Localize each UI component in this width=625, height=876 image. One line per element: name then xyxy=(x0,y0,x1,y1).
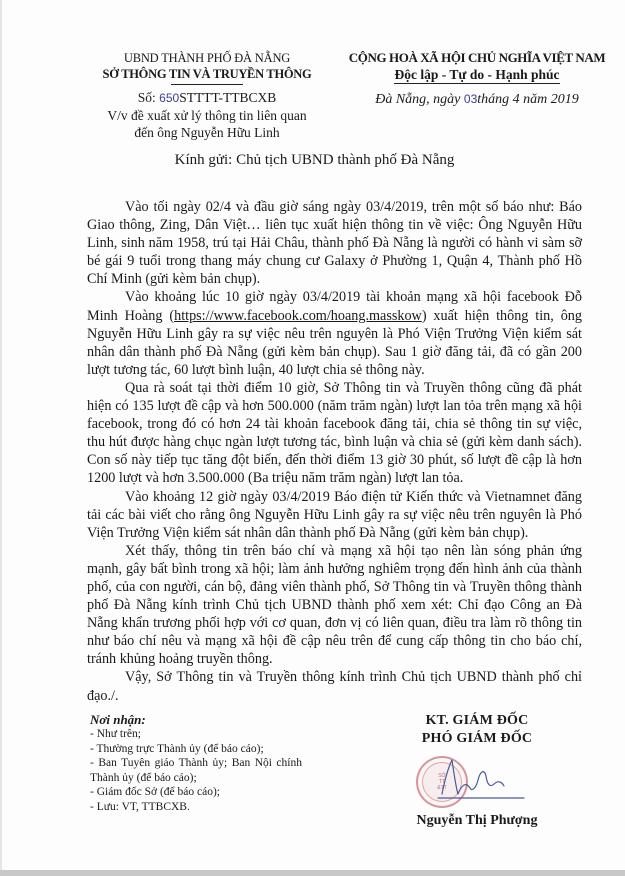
distribution-item: - Giám đốc Sở (để báo cáo); xyxy=(90,786,220,799)
header-divider xyxy=(171,84,243,85)
document-number-value: 650 xyxy=(159,91,180,105)
signer-authority: KT. GIÁM ĐỐC xyxy=(425,713,529,728)
body-paragraph-3: Qua rà soát tại thời điểm 10 giờ, Sở Thông tin và Truyền thông cũng đã phát hiện có 135 lượt đề cập và hơn 500.000 (năm trăm ngàn) lượt lan tỏa trên mạng xã hội facebook, trong đó có hơn 24 tài khoản facebook đăng tải, chia sẻ thông tin sự việc, thu hút được hàng chục ngàn lượt tương tác, bình luận và chia sẻ (gửi kèm danh sách). Con số này tiếp tục tăng đột biến, đến thời điểm 13 giờ 30 phút, số lượt đề cập là hơn 1200 lượt và hơn 3.500.000 (Ba triệu năm trăm ngàn) lượt lan tỏa. xyxy=(87,379,582,487)
body-paragraph-5: Xét thấy, thông tin trên báo chí và mạng xã hội tạo nên làn sóng phản ứng mạnh, gây bất bình trong xã hội; làm ảnh hưởng nghiêm trọng đến hình ảnh của thành phố, của con người, cán bộ, đảng viên thành phố, Sở Thông tin và Truyền thông thành phố Đà Nẵng kính trình Chủ tịch UBND thành phố xem xét: Chỉ đạo Công an Đà Nẵng khẩn trương phối hợp với cơ quan, đơn vị có liên quan, điều tra làm rõ thông tin như báo chí nêu và mạng xã hội đề cập nêu trên để cung cấp thông tin cho báo chí, tránh khủng hoảng truyền thông. xyxy=(87,542,582,668)
national-motto xyxy=(327,66,625,83)
distribution-list xyxy=(90,712,302,815)
distribution-item: - Như trên; xyxy=(90,728,141,740)
date-suffix: tháng 4 năm 2019 xyxy=(477,92,579,107)
date-prefix: Đà Nẵng, ngày xyxy=(375,92,464,107)
document-body xyxy=(87,198,582,705)
date-day: 03 xyxy=(463,92,478,106)
parent-organization: UBND THÀNH PHỐ ĐÀ NẴNG xyxy=(123,51,291,65)
seal-text: SỞ TT &TT xyxy=(437,773,447,791)
signature-block xyxy=(392,712,562,830)
body-paragraph-4: Vào khoảng 12 giờ ngày 03/4/2019 Báo điện tử Kiến thức và Vietnamnet đăng tải các bài viết cho rằng ông Nguyễn Hữu Linh gây ra sự việc nêu trên nguyên là Phó Viện Trưởng Viện kiểm sát nhân dân thành phố Đà Nẵng (gửi kèm bản chụp). xyxy=(87,488,582,541)
document-number xyxy=(92,89,322,107)
distribution-item: - Thường trực Thành ủy (để báo cáo); xyxy=(90,742,264,755)
body-paragraph-2-start: Vào khoảng lúc 10 giờ ngày 03/4/2019 tài khoản mạng xã hội facebook Đỗ Minh Hoàng ( xyxy=(87,289,582,324)
document-number-prefix: Số: xyxy=(137,90,160,105)
organization-name: SỞ THÔNG TIN VÀ TRUYỀN THÔNG xyxy=(102,67,312,81)
facebook-profile-link[interactable]: https://www.facebook.com/hoang.masskow xyxy=(174,307,422,324)
subject-line-2: đến ông Nguyễn Hữu Linh xyxy=(134,125,280,140)
subject-line-1: V/v đề xuất xử lý thông tin liên quan xyxy=(107,108,307,123)
issuing-agency-header xyxy=(92,50,322,141)
body-paragraph-6: Vậy, Sở Thông tin và Truyền thông kính trình Chủ tịch UBND thành phố chỉ đạo./. xyxy=(87,669,582,704)
national-header xyxy=(327,50,625,110)
document-number-suffix: STTTT-TTBCXB xyxy=(179,90,277,105)
body-paragraph-1: Vào tối ngày 02/4 và đầu giờ sáng ngày 03/4/2019, trên một số báo như: Báo Giao thông, Zing, Dân Việt… liên tục xuất hiện thông tin về việc: Ông Nguyễn Hữu Linh, sinh năm 1958, trú tại Hải Châu, thành phố Đà Nẵng là người có hành vi sàm sỡ bé gái 9 tuổi trong thang máy chung cư Galaxy ở Phường 1, Quận 4, Thành phố Hồ Chí Minh (gửi kèm bản chụp). xyxy=(87,199,582,288)
distribution-item: - Lưu: VT, TTBCXB. xyxy=(90,800,190,813)
distribution-list-title: Nơi nhận: xyxy=(90,712,146,727)
addressee-line: Kính gửi: Chủ tịch UBND thành phố Đà Nẵng xyxy=(174,152,455,168)
place-and-date xyxy=(327,89,625,110)
body-paragraph-2-end: ) xuất hiện thông tin, ông Nguyễn Hữu Linh gây ra sự việc nêu trên nguyên là Phó Viện Trưởng Viện kiểm sát nhân dân thành phố Đà Nẵng (gửi kèm bản chụp). Sau 1 giờ đăng tải, đã có gần 200 lượt tương tác, 60 lượt bình luận, 40 lượt chia sẻ thông này. xyxy=(87,307,582,378)
page-bottom-edge xyxy=(0,870,625,876)
signer-position: PHÓ GIÁM ĐỐC xyxy=(421,731,533,746)
body-paragraph-2 xyxy=(87,288,582,378)
nation-title: CỘNG HOÀ XÃ HỘI CHỦ NGHĨA VIỆT NAM xyxy=(348,50,606,65)
handwritten-signature-icon xyxy=(432,754,532,804)
national-motto-text: Độc lập - Tự do - Hạnh phúc xyxy=(394,67,560,82)
signature-area xyxy=(392,748,562,812)
distribution-item: - Ban Tuyên giáo Thành ủy; Ban Nội chính Thành ủy (để báo cáo); xyxy=(90,757,302,784)
signer-name: Nguyễn Thị Phượng xyxy=(416,813,538,828)
